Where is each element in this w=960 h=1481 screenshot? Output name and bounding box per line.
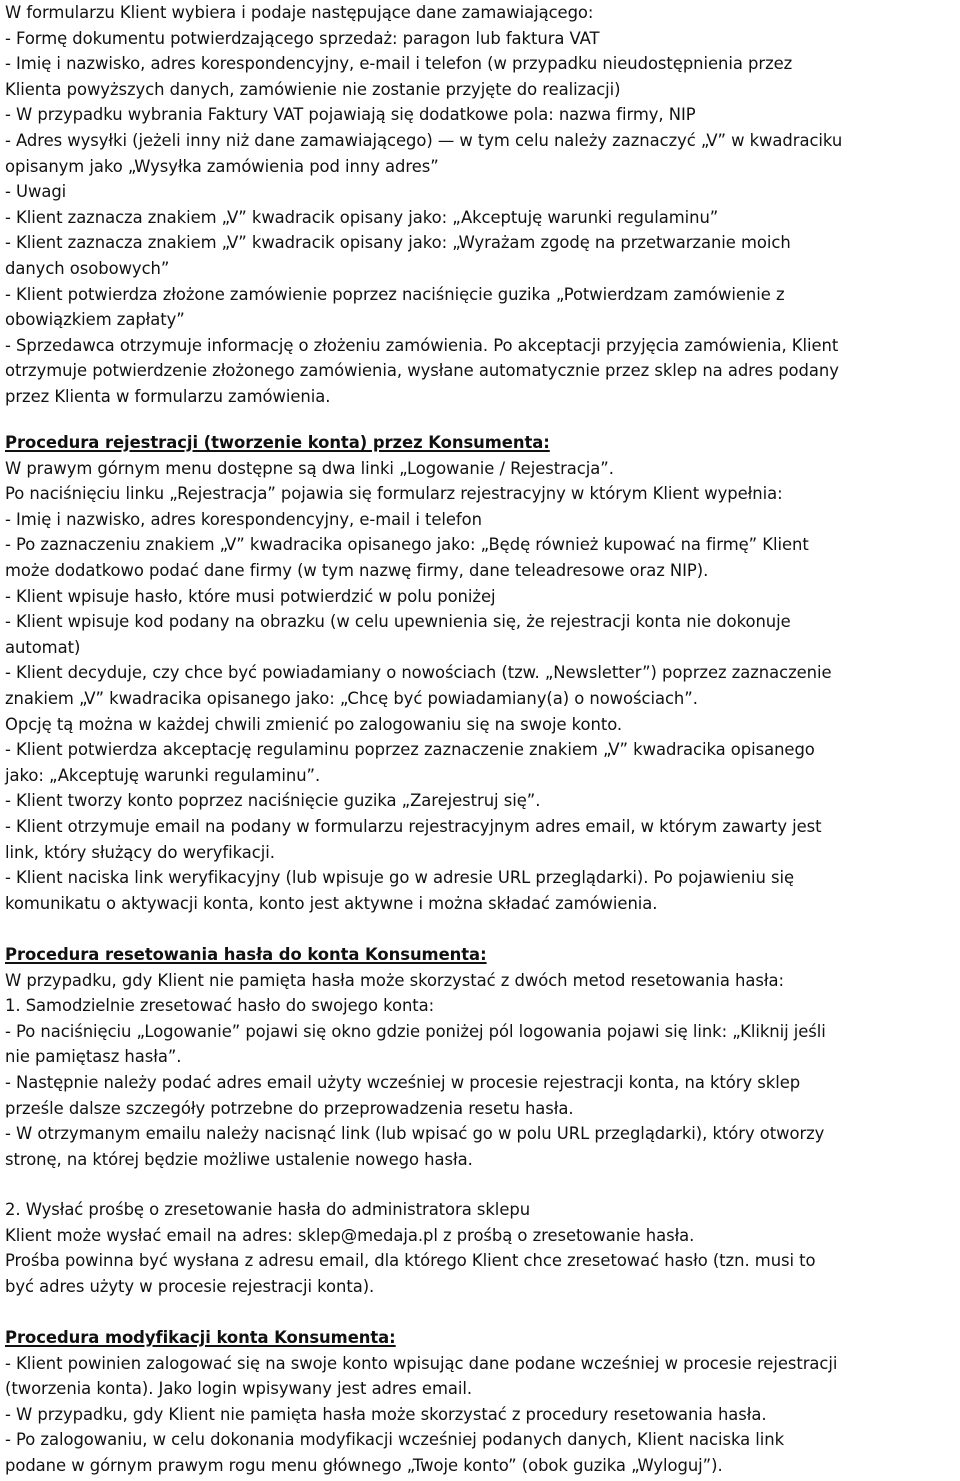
section-heading: Procedura resetowania hasła do konta Konsumenta: [5, 945, 487, 964]
text-line: - Klient otrzymuje email na podany w formularzu rejestracyjnym adres email, w którym zawarty jest [5, 816, 822, 836]
text-line: prześle dalsze szczegóły potrzebne do przeprowadzenia resetu hasła. [5, 1098, 574, 1118]
text-line: - Klient zaznacza znakiem „V” kwadracik opisany jako: „Akceptuję warunki regulaminu” [5, 207, 719, 227]
text-line: Prośba powinna być wysłana z adresu email, dla którego Klient chce zresetować hasło (tzn. musi to [5, 1251, 816, 1271]
text-line: - Uwagi [5, 182, 67, 202]
text-line: Klient może wysłać email na adres: sklep@medaja.pl z prośbą o zresetowanie hasła. [5, 1225, 695, 1245]
order-form-section [5, 0, 842, 410]
text-line: - Po zalogowaniu, w celu dokonania modyfikacji wcześniej podanych danych, Klient naciska link [5, 1430, 785, 1450]
account-modification-section [5, 1325, 837, 1479]
text-line: Klienta powyższych danych, zamówienie nie zostanie przyjęte do realizacji) [5, 79, 621, 99]
password-reset-admin-block [5, 1197, 816, 1299]
text-line: - Następnie należy podać adres email użyty wcześniej w procesie rejestracji konta, na który sklep [5, 1072, 801, 1092]
text-line: - W przypadku wybrania Faktury VAT pojawiają się dodatkowe pola: nazwa firmy, NIP [5, 105, 696, 125]
text-line: - W otrzymanym emailu należy nacisnąć link (lub wpisać go w polu URL przeglądarki), który otworzy [5, 1124, 825, 1144]
text-line: (tworzenia konta). Jako login wpisywany jest adres email. [5, 1379, 473, 1399]
registration-section [5, 430, 832, 916]
text-line: znakiem „V” kwadracika opisanego jako: „Chcę być powiadamiany(a) o nowościach”. [5, 688, 698, 708]
text-line: Po naciśnięciu linku „Rejestracja” pojawia się formularz rejestracyjny w którym Klient wypełnia: [5, 484, 783, 504]
text-line: link, który służący do weryfikacji. [5, 842, 275, 862]
text-line: Opcję tą można w każdej chwili zmienić po zalogowaniu się na swoje konto. [5, 714, 623, 734]
password-reset-section [5, 942, 826, 1172]
text-line: - Formę dokumentu potwierdzającego sprzedaż: paragon lub faktura VAT [5, 28, 600, 48]
text-line: może dodatkowo podać dane firmy (w tym nazwę firmy, dane teleadresowe oraz NIP). [5, 560, 709, 580]
text-line: obowiązkiem zapłaty” [5, 310, 185, 330]
text-line: - Po naciśnięciu „Logowanie” pojawi się okno gdzie poniżej pól logowania pojawi się link: „Kliknij jeśli [5, 1021, 826, 1041]
text-line: 1. Samodzielnie zresetować hasło do swojego konta: [5, 996, 435, 1016]
text-line: 2. Wysłać prośbę o zresetowanie hasła do administratora sklepu [5, 1200, 531, 1219]
text-line: W przypadku, gdy Klient nie pamięta hasła może skorzystać z dwóch metod resetowania hasła: [5, 970, 784, 990]
text-line: komunikatu o aktywacji konta, konto jest aktywne i można składać zamówienia. [5, 893, 658, 913]
text-line: - Klient decyduje, czy chce być powiadamiany o nowościach (tzw. „Newsletter”) poprzez zaznaczenie [5, 663, 832, 683]
text-line: być adres użyty w procesie rejestracji konta). [5, 1276, 375, 1296]
text-line: - Klient potwierdza złożone zamówienie poprzez naciśnięcie guzika „Potwierdzam zamówienie z [5, 284, 785, 304]
text-line: - Imię i nazwisko, adres korespondencyjny, e-mail i telefon [5, 509, 482, 529]
text-line: W formularzu Klient wybiera i podaje następujące dane zamawiającego: [5, 3, 594, 22]
text-line: - Sprzedawca otrzymuje informację o złożeniu zamówienia. Po akceptacji przyjęcia zamówienia, Klient [5, 335, 839, 355]
text-line: - Klient potwierdza akceptację regulaminu poprzez zaznaczenie znakiem „V” kwadracika opisanego [5, 740, 815, 760]
text-line: przez Klienta w formularzu zamówienia. [5, 386, 331, 406]
text-line: jako: „Akceptuję warunki regulaminu”. [5, 765, 321, 785]
text-line: nie pamiętasz hasła”. [5, 1047, 182, 1067]
text-line: - Klient wpisuje kod podany na obrazku (w celu upewnienia się, że rejestracji konta nie dokonuje [5, 612, 791, 632]
text-line: - Po zaznaczeniu znakiem „V” kwadracika opisanego jako: „Będę również kupować na firmę” Klient [5, 535, 809, 555]
text-line: W prawym górnym menu dostępne są dwa linki „Logowanie / Rejestracja”. [5, 458, 614, 478]
text-line: - Klient naciska link weryfikacyjny (lub wpisuje go w adresie URL przeglądarki). Po pojawieniu się [5, 868, 795, 888]
text-line: stronę, na której będzie możliwe ustalenie nowego hasła. [5, 1149, 473, 1169]
text-line: podane w górnym prawym rogu menu głównego „Twoje konto” (obok guzika „Wyloguj”). [5, 1455, 723, 1475]
text-line: - Klient wpisuje hasło, które musi potwierdzić w polu poniżej [5, 586, 496, 606]
text-line: - W przypadku, gdy Klient nie pamięta hasła może skorzystać z procedury resetowania hasła. [5, 1404, 767, 1424]
text-line: - Adres wysyłki (jeżeli inny niż dane zamawiającego) — w tym celu należy zaznaczyć „V” w kwadraciku [5, 130, 843, 150]
text-line: danych osobowych” [5, 258, 170, 278]
text-line: otrzymuje potwierdzenie złożonego zamówienia, wysłane automatycznie przez sklep na adres podany [5, 361, 839, 381]
section-heading: Procedura rejestracji (tworzenie konta) przez Konsumenta: [5, 433, 550, 452]
text-line: opisanym jako „Wysyłka zamówienia pod inny adres” [5, 156, 439, 176]
text-line: - Klient zaznacza znakiem „V” kwadracik opisany jako: „Wyrażam zgodę na przetwarzanie moich [5, 233, 791, 253]
text-line: - Klient powinien zalogować się na swoje konto wpisując dane podane wcześniej w procesie rejestracji [5, 1353, 838, 1373]
section-heading: Procedura modyfikacji konta Konsumenta: [5, 1328, 396, 1347]
text-line: - Imię i nazwisko, adres korespondencyjny, e-mail i telefon (w przypadku nieudostępnienia przez [5, 54, 793, 74]
text-line: automat) [5, 637, 81, 657]
text-line: - Klient tworzy konto poprzez naciśnięcie guzika „Zarejestruj się”. [5, 791, 541, 811]
